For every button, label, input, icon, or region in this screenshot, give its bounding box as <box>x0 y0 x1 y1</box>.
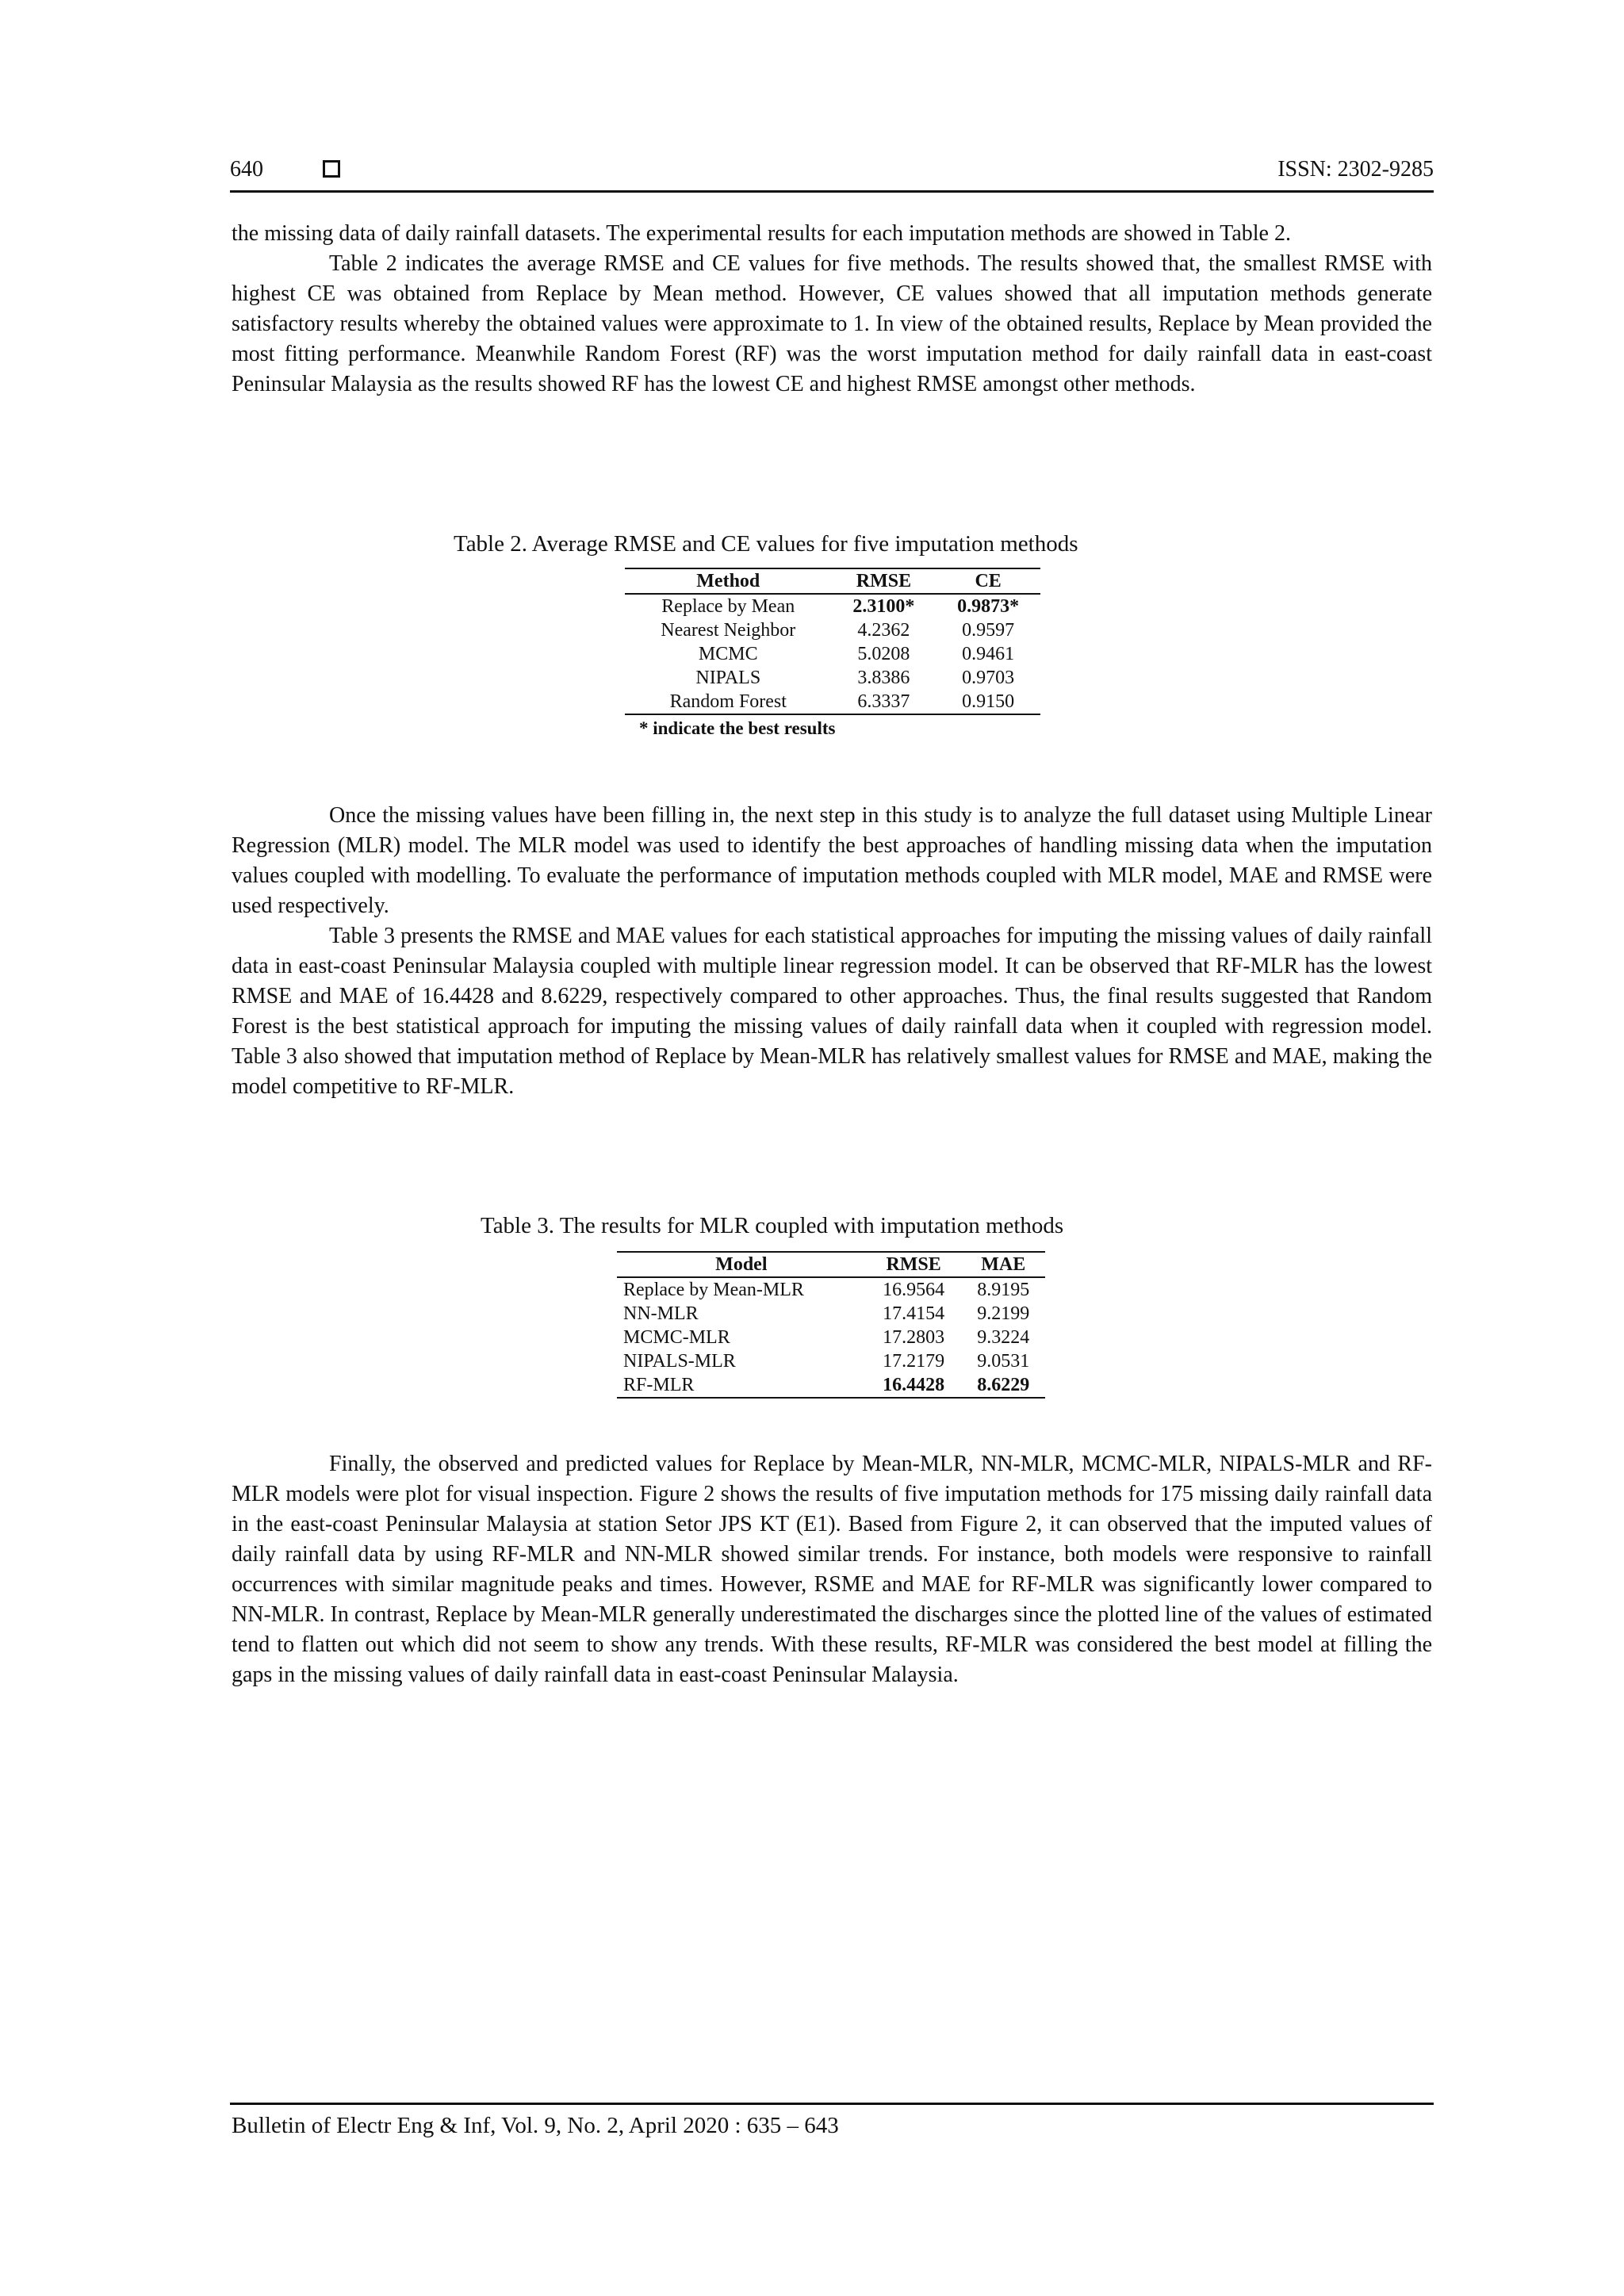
table-cell: NIPALS-MLR <box>623 1351 736 1372</box>
column-header: MAE <box>962 1252 1045 1277</box>
body-text-top <box>232 219 1432 400</box>
page-header <box>230 157 1434 193</box>
table-cell: MCMC <box>698 644 758 664</box>
table-header-row <box>625 568 1040 594</box>
table2-caption: Table 2. Average RMSE and CE values for five imputation methods <box>454 531 1078 557</box>
table-cell: 6.3337 <box>832 690 936 714</box>
table-cell: NIPALS <box>695 668 761 688</box>
column-header: Method <box>625 568 832 594</box>
paragraph: Table 3 presents the RMSE and MAE values for each statistical approaches for imputing the missing values of daily rainfall data in east-coast Peninsular Malaysia coupled with multiple linear regression model. It can be observed that RF-MLR has the lowest RMSE and MAE of 16.4428 and 8.6229, respectively compared to other approaches. Thus, the final results suggested that Random Forest is the best statistical approach for imputing the missing values of daily rainfall data when it coupled with regression model. Table 3 also showed that imputation method of Replace by Mean-MLR has relatively smallest values for RMSE and MAE, making the model competitive to RF-MLR. <box>232 924 1432 1099</box>
issn-label: ISSN: 2302-9285 <box>1277 157 1434 182</box>
table-cell: 0.9703 <box>962 668 1015 688</box>
table-row <box>625 642 1040 666</box>
table-row <box>625 690 1040 714</box>
body-text-bottom <box>232 1449 1432 1690</box>
checkbox-square-icon <box>323 160 340 178</box>
table-cell: Replace by Mean-MLR <box>623 1280 804 1300</box>
table-cell: 9.3224 <box>977 1327 1030 1348</box>
table-cell: 0.9150 <box>936 690 1040 714</box>
table-cell: Nearest Neighbor <box>661 620 796 641</box>
table-cell: NN-MLR <box>623 1303 699 1324</box>
table2-note: * indicate the best results <box>639 718 836 738</box>
table-cell: 0.9873* <box>957 596 1020 617</box>
table-row <box>617 1373 1045 1398</box>
table-cell: 17.2179 <box>883 1351 945 1372</box>
table3-caption: Table 3. The results for MLR coupled with imputation methods <box>481 1213 1064 1238</box>
table-cell: 17.2803 <box>883 1327 945 1348</box>
footer-rule <box>230 2103 1434 2105</box>
table-cell: 16.4428 <box>866 1373 962 1398</box>
table-cell: 9.0531 <box>977 1351 1030 1372</box>
table-row <box>625 618 1040 642</box>
footer-citation: Bulletin of Electr Eng & Inf, Vol. 9, No. 2, April 2020 : 635 – 643 <box>232 2113 839 2138</box>
column-header: RMSE <box>866 1252 962 1277</box>
table-cell: 17.4154 <box>883 1303 945 1324</box>
paragraph: Finally, the observed and predicted values for Replace by Mean-MLR, NN-MLR, MCMC-MLR, NIPALS-MLR and RF-MLR models were plot for visual inspection. Figure 2 shows the results of five imputation methods for 175 missing daily rainfall data in the east-coast Peninsular Malaysia at station Setor JPS KT (E1). Based from Figure 2, it can observed that the imputed values of daily rainfall data by using RF-MLR and NN-MLR showed similar trends. For instance, both models were responsive to rainfall occurrences with similar magnitude peaks and times. However, RSME and MAE for RF-MLR was significantly lower compared to NN-MLR. In contrast, Replace by Mean-MLR generally underestimated the discharges since the plotted line of the values of estimated tend to flatten out which did not seem to show any trends. With these results, RF-MLR was considered the best model at filling the gaps in the missing values of daily rainfall data in east-coast Peninsular Malaysia. <box>232 1452 1432 1687</box>
table-cell: 0.9597 <box>962 620 1015 641</box>
table-row <box>617 1302 1045 1326</box>
table2 <box>625 568 1040 715</box>
paragraph: the missing data of daily rainfall datasets. The experimental results for each imputation methods are showed in Table 2. <box>232 221 1291 246</box>
paragraph: Table 2 indicates the average RMSE and CE values for five methods. The results showed that, the smallest RMSE with highest CE was obtained from Replace by Mean method. However, CE values showed that all imputation methods generate satisfactory results whereby the obtained values were approximate to 1. In view of the obtained results, Replace by Mean provided the most fitting performance. Meanwhile Random Forest (RF) was the worst imputation method for daily rainfall data in east-coast Peninsular Malaysia as the results showed RF has the lowest CE and highest RMSE amongst other methods. <box>232 251 1432 396</box>
table-cell: 8.9195 <box>977 1280 1030 1300</box>
table-cell: Replace by Mean <box>661 596 795 617</box>
table-cell: RF-MLR <box>617 1373 866 1398</box>
paragraph: Once the missing values have been filling in, the next step in this study is to analyze the full dataset using Multiple Linear Regression (MLR) model. The MLR model was used to identify the best approaches of handling missing data when the imputation values coupled with modelling. To evaluate the performance of imputation methods coupled with MLR model, MAE and RMSE were used respectively. <box>232 803 1432 918</box>
table-cell: 4.2362 <box>857 620 910 641</box>
table-cell: 2.3100* <box>852 596 915 617</box>
table-header-row <box>617 1252 1045 1277</box>
table-cell: 16.9564 <box>883 1280 945 1300</box>
table-row <box>617 1326 1045 1349</box>
body-text-middle <box>232 801 1432 1102</box>
page-number: 640 <box>230 157 263 182</box>
table-cell: Random Forest <box>625 690 832 714</box>
table3 <box>617 1251 1045 1399</box>
table-cell: 3.8386 <box>857 668 910 688</box>
column-header: RMSE <box>832 568 936 594</box>
table-cell: MCMC-MLR <box>623 1327 730 1348</box>
table-row <box>625 594 1040 618</box>
table-cell: 0.9461 <box>962 644 1015 664</box>
column-header: Model <box>617 1252 866 1277</box>
table-cell: 8.6229 <box>962 1373 1045 1398</box>
table-row <box>617 1349 1045 1373</box>
table-row <box>617 1277 1045 1302</box>
column-header: CE <box>936 568 1040 594</box>
table-row <box>625 666 1040 690</box>
table-cell: 5.0208 <box>857 644 910 664</box>
table-cell: 9.2199 <box>977 1303 1030 1324</box>
header-rule <box>230 190 1434 193</box>
